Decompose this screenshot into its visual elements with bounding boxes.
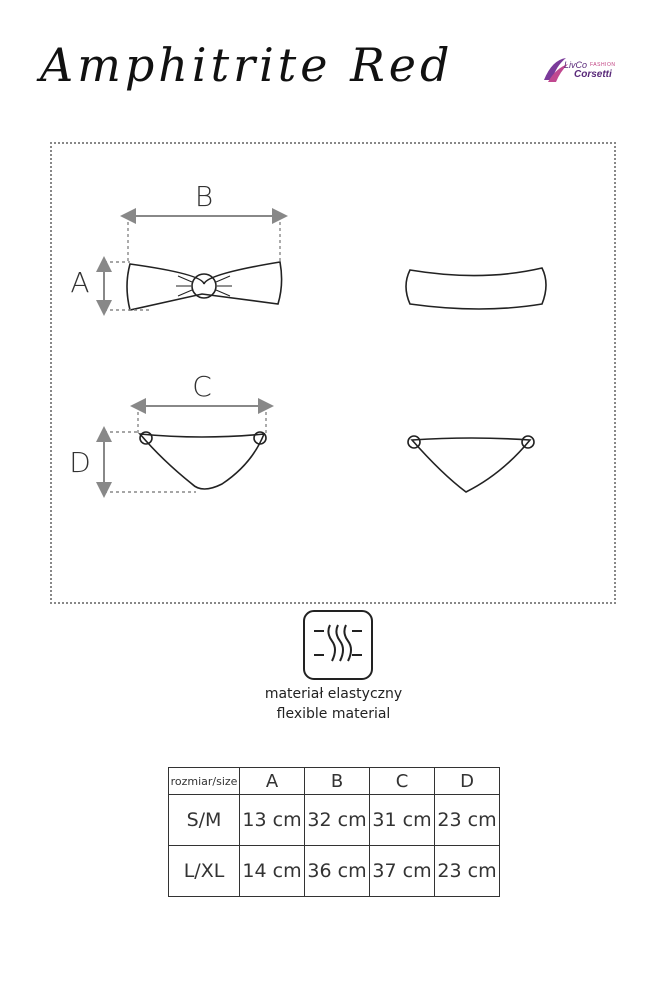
panty-front-drawing <box>140 432 266 489</box>
value-cell: 37 cm <box>370 846 435 897</box>
feature-label-pl: materiał elastyczny <box>264 686 403 702</box>
table-row <box>169 795 500 846</box>
dimension-c <box>138 370 266 434</box>
column-header-c: C <box>370 768 435 795</box>
flexible-material-icon <box>302 609 374 681</box>
brand-tag: FASHION <box>590 62 616 68</box>
value-cell: 31 cm <box>370 795 435 846</box>
dimension-d <box>69 432 196 492</box>
bra-back-drawing <box>406 268 546 309</box>
column-header-b: B <box>305 768 370 795</box>
column-header-a: A <box>240 768 305 795</box>
measurement-diagram <box>50 142 616 604</box>
size-table-header <box>169 768 500 795</box>
brand-logo <box>540 56 620 86</box>
size-column-header: rozmiar/size <box>169 768 240 795</box>
bra-front-drawing <box>127 262 282 310</box>
value-cell: 32 cm <box>305 795 370 846</box>
value-cell: 13 cm <box>240 795 305 846</box>
table-row <box>169 846 500 897</box>
value-cell: 23 cm <box>435 795 500 846</box>
column-header-d: D <box>435 768 500 795</box>
dimension-b-label: B <box>194 180 214 213</box>
size-cell: S/M <box>169 795 240 846</box>
value-cell: 14 cm <box>240 846 305 897</box>
brand-name-line1: LivCo <box>564 60 588 70</box>
feature-label-en: flexible material <box>276 706 391 722</box>
size-cell: L/XL <box>169 846 240 897</box>
dimension-a <box>70 262 152 310</box>
panty-back-drawing <box>408 436 534 492</box>
value-cell: 36 cm <box>305 846 370 897</box>
dimension-c-label: C <box>192 370 212 403</box>
dimension-d-label: D <box>69 446 91 479</box>
size-table <box>168 767 500 897</box>
product-title: Amphitrite Red <box>40 38 454 92</box>
brand-name-line2: Corsetti <box>574 69 612 80</box>
dimension-a-label: A <box>70 266 90 299</box>
dimension-b <box>128 180 280 264</box>
value-cell: 23 cm <box>435 846 500 897</box>
